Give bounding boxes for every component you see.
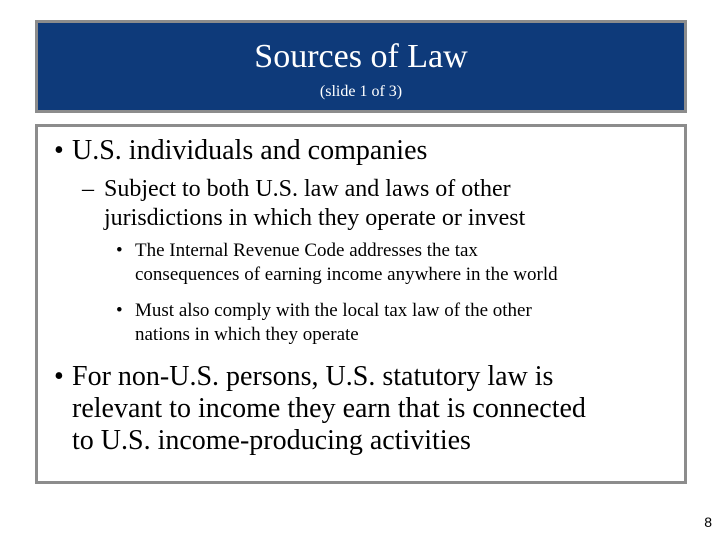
detail-line: Must also comply with the local tax law of the other <box>135 300 532 321</box>
detail-item <box>116 239 558 287</box>
slide-title: Sources of Law <box>254 38 468 75</box>
bullet-marker: • <box>116 240 123 261</box>
detail-item <box>116 299 532 347</box>
bullet-marker: • <box>54 135 64 166</box>
bullet-marker: • <box>116 300 123 321</box>
bullet-item <box>54 135 428 167</box>
bullet-marker: • <box>54 361 64 392</box>
content-frame <box>35 124 687 484</box>
slide-subtitle: (slide 1 of 3) <box>319 83 403 100</box>
bullet-text: U.S. individuals and companies <box>72 135 428 166</box>
detail-line: The Internal Revenue Code addresses the tax <box>135 240 478 261</box>
bullet-line: For non-U.S. persons, U.S. statutory law is <box>72 361 554 392</box>
sub-bullet-line: Subject to both U.S. law and laws of other <box>104 176 511 202</box>
title-banner <box>35 20 687 113</box>
bullet-line: relevant to income they earn that is connected <box>72 393 586 424</box>
dash-marker: – <box>82 176 94 202</box>
bullet-line: to U.S. income-producing activities <box>72 425 471 456</box>
detail-line: nations in which they operate <box>135 324 359 345</box>
sub-bullet-line: jurisdictions in which they operate or invest <box>104 205 526 231</box>
bullet-item <box>54 361 586 457</box>
sub-bullet-item <box>82 175 526 233</box>
slide-number: 8 <box>704 514 712 530</box>
detail-line: consequences of earning income anywhere in the world <box>135 264 558 285</box>
